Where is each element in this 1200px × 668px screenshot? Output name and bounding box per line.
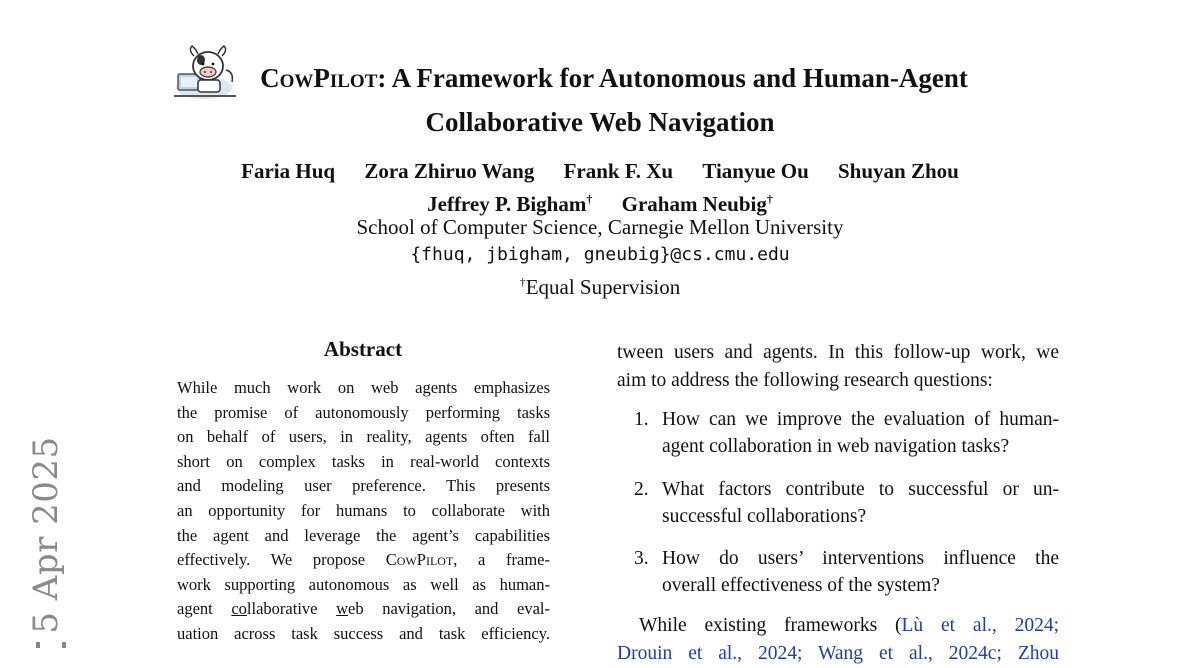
dagger-mark: † — [519, 275, 526, 289]
dagger-mark: † — [586, 192, 593, 206]
arxiv-stamp-mark — [36, 642, 40, 648]
author-list — [200, 157, 1000, 218]
arxiv-stamp-mark — [62, 642, 66, 648]
title-line-1: : A Framework for Autonomous and Human-Agent — [377, 63, 968, 93]
abstract-line: short on complex tasks in real-world contexts — [177, 451, 550, 471]
author-name: Zora Zhiruo Wang — [364, 159, 535, 183]
body-paragraph — [617, 612, 1059, 668]
body-line: While existing frameworks (Lù et al., 2024; — [639, 615, 1059, 636]
abstract-line: effectively. We propose CowPilot, a frame- — [177, 550, 551, 570]
intro-paragraph — [617, 339, 1059, 395]
affiliation: School of Computer Science, Carnegie Mellon University — [356, 215, 844, 239]
framework-name: CowPilot — [260, 63, 378, 93]
title-line-2: Collaborative Web Navigation — [425, 107, 775, 137]
body-line: aim to address the following research questions: — [617, 370, 993, 391]
author-name: Frank F. Xu — [563, 159, 674, 183]
abstract-line: the promise of autonomously performing tasks — [177, 402, 550, 422]
author-name: Tianyue Ou — [702, 159, 809, 183]
abstract-line: uation across task success and task efficiency. — [177, 623, 550, 643]
abstract-line: on behalf of users, in reality, agents often fall — [177, 427, 550, 447]
body-line: tween users and agents. In this follow-up work, we — [617, 342, 1059, 363]
abstract-text — [177, 376, 550, 647]
abstract-line: agent collaborative web navigation, and eval- — [177, 599, 550, 619]
abstract-line: and modeling user preference. This presents — [177, 476, 550, 496]
arxiv-date-stamp: 5 Apr 2025 — [26, 436, 66, 634]
author-name: Jeffrey P. Bigham — [427, 192, 587, 216]
dagger-mark: † — [766, 192, 773, 206]
author-email: {fhuq, jbigham, gneubig}@cs.cmu.edu — [410, 244, 790, 265]
abstract-line: While much work on web agents emphasizes — [177, 378, 550, 397]
research-question-1: 1. How can we improve the evaluation of human- agent collaboration in web navigation tasks? — [634, 409, 1059, 457]
research-question-2: 2. What factors contribute to successful or un- successful collaborations? — [634, 479, 1059, 527]
abstract-line: work supporting autonomous as well as human- — [177, 574, 550, 594]
author-name: Graham Neubig — [621, 192, 767, 216]
abstract-line: the agent and leverage the agent’s capabilities — [177, 525, 550, 545]
author-name: Faria Huq — [241, 159, 336, 183]
abstract-heading: Abstract — [323, 337, 403, 361]
citation-link[interactable]: Lù et al., 2024; — [901, 615, 1059, 636]
abstract-line: an opportunity for humans to collaborate with — [177, 500, 550, 520]
author-name: Shuyan Zhou — [838, 159, 959, 183]
research-question-3: 3. How do users’ interventions influence the overall effectiveness of the system? — [634, 548, 1059, 596]
paper-title — [200, 56, 1000, 144]
citation-link[interactable]: Drouin et al., 2024; Wang et al., 2024c; Zhou — [617, 643, 1059, 664]
equal-supervision-note: †Equal Supervision — [519, 275, 681, 299]
